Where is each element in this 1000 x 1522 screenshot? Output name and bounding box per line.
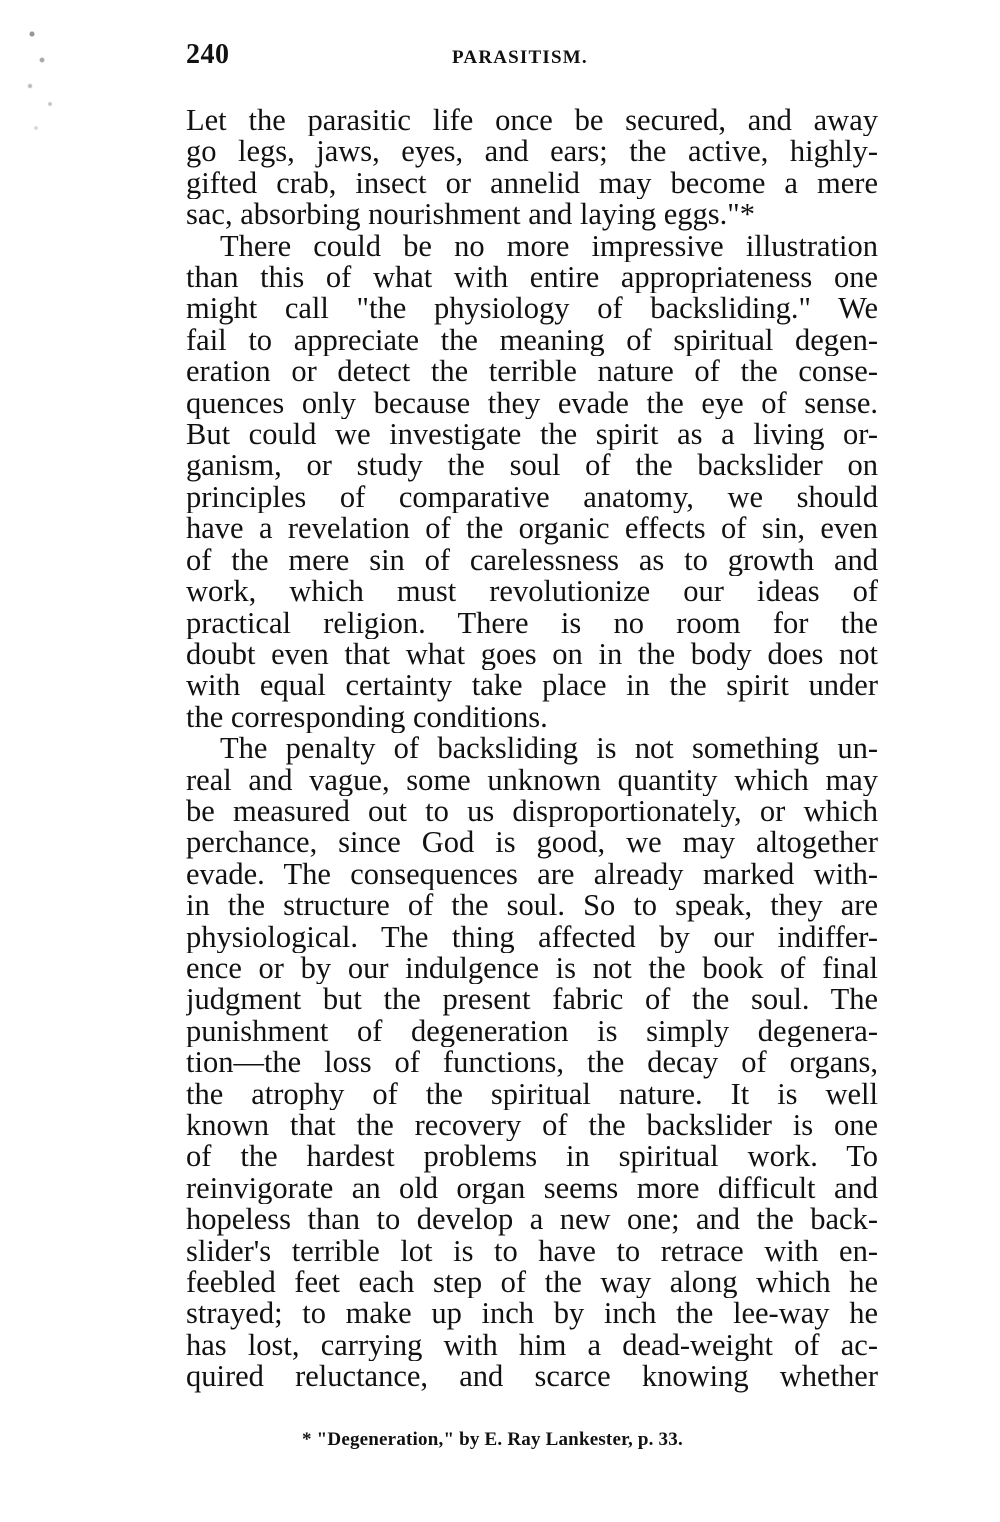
- text-line-28: ence or by our indulgence is not the book of final: [186, 952, 878, 985]
- text-line-17: practical religion. There is no room for the: [186, 607, 878, 639]
- text-line-33: known that the recovery of the backslider is one: [186, 1110, 878, 1142]
- text-line-38: feebled feet each step of the way along which he: [186, 1267, 878, 1299]
- text-line-9: eration or detect the terrible nature of the conse-: [186, 356, 878, 388]
- paragraph-1: [186, 105, 878, 231]
- text-line-1: Let the parasitic life once be secured, and away: [186, 105, 878, 137]
- text-line-13: principles of comparative anatomy, we should: [186, 481, 878, 514]
- text-line-10: quences only because they evade the eye of sense.: [186, 387, 878, 420]
- text-line-36: hopeless than to develop a new one; and the back-: [186, 1204, 878, 1236]
- paragraph-2: [186, 231, 878, 734]
- text-line-21: The penalty of backsliding is not something un-: [220, 733, 878, 765]
- text-line-19: with equal certainty take place in the spirit under: [186, 670, 878, 702]
- text-line-11: But could we investigate the spirit as a living or-: [186, 419, 878, 451]
- footnote: * "Degeneration," by E. Ray Lankester, p. 33.: [302, 1429, 683, 1450]
- text-line-37: slider's terrible lot is to have to retrace with en-: [186, 1235, 878, 1268]
- text-line-4: sac, absorbing nourishment and laying eggs."*: [186, 199, 755, 231]
- page-number: 240: [186, 39, 230, 70]
- text-line-40: has lost, carrying with him a dead-weight of ac-: [186, 1329, 878, 1362]
- text-line-5: There could be no more impressive illustration: [220, 230, 878, 263]
- text-line-3: gifted crab, insect or annelid may become a mere: [186, 167, 878, 200]
- scan-speckle-mark: [14, 8, 70, 168]
- text-line-32: the atrophy of the spiritual nature. It is well: [186, 1078, 878, 1110]
- text-line-31: tion—the loss of functions, the decay of organs,: [186, 1047, 878, 1079]
- text-line-30: punishment of degeneration is simply degenera-: [186, 1015, 878, 1048]
- paragraph-3: [186, 733, 878, 1393]
- text-line-12: ganism, or study the soul of the backslider on: [186, 450, 878, 482]
- text-line-23: be measured out to us disproportionately, or which: [186, 795, 878, 828]
- text-line-24: perchance, since God is good, we may altogether: [186, 827, 878, 859]
- text-line-18: doubt even that what goes on in the body does not: [186, 638, 878, 671]
- text-line-15: of the mere sin of carelessness as to growth and: [186, 544, 878, 577]
- text-line-16: work, which must revolutionize our ideas of: [186, 576, 878, 608]
- main-text: [186, 105, 878, 1393]
- text-line-41: quired reluctance, and scarce knowing whether: [186, 1361, 878, 1393]
- page-header: [186, 39, 876, 79]
- text-line-27: physiological. The thing affected by our indiffer-: [186, 921, 878, 953]
- text-line-14: have a revelation of the organic effects of sin, even: [186, 513, 878, 545]
- text-line-22: real and vague, some unknown quantity which may: [186, 764, 878, 796]
- text-line-2: go legs, jaws, eyes, and ears; the active, highly-: [186, 136, 878, 168]
- text-line-8: fail to appreciate the meaning of spiritual degen-: [186, 324, 878, 357]
- text-line-35: reinvigorate an old organ seems more difficult and: [186, 1172, 878, 1205]
- text-line-20: the corresponding conditions.: [186, 701, 548, 734]
- text-line-29: judgment but the present fabric of the soul. The: [186, 984, 878, 1016]
- text-line-7: might call "the physiology of backsliding." We: [186, 293, 878, 325]
- text-line-26: in the structure of the soul. So to speak, they are: [186, 890, 878, 922]
- text-line-25: evade. The consequences are already marked with-: [186, 858, 878, 891]
- text-line-34: of the hardest problems in spiritual work. To: [186, 1141, 878, 1173]
- running-head: PARASITISM.: [452, 47, 588, 68]
- text-line-39: strayed; to make up inch by inch the lee-way he: [186, 1298, 878, 1330]
- text-line-6: than this of what with entire appropriateness one: [186, 262, 878, 294]
